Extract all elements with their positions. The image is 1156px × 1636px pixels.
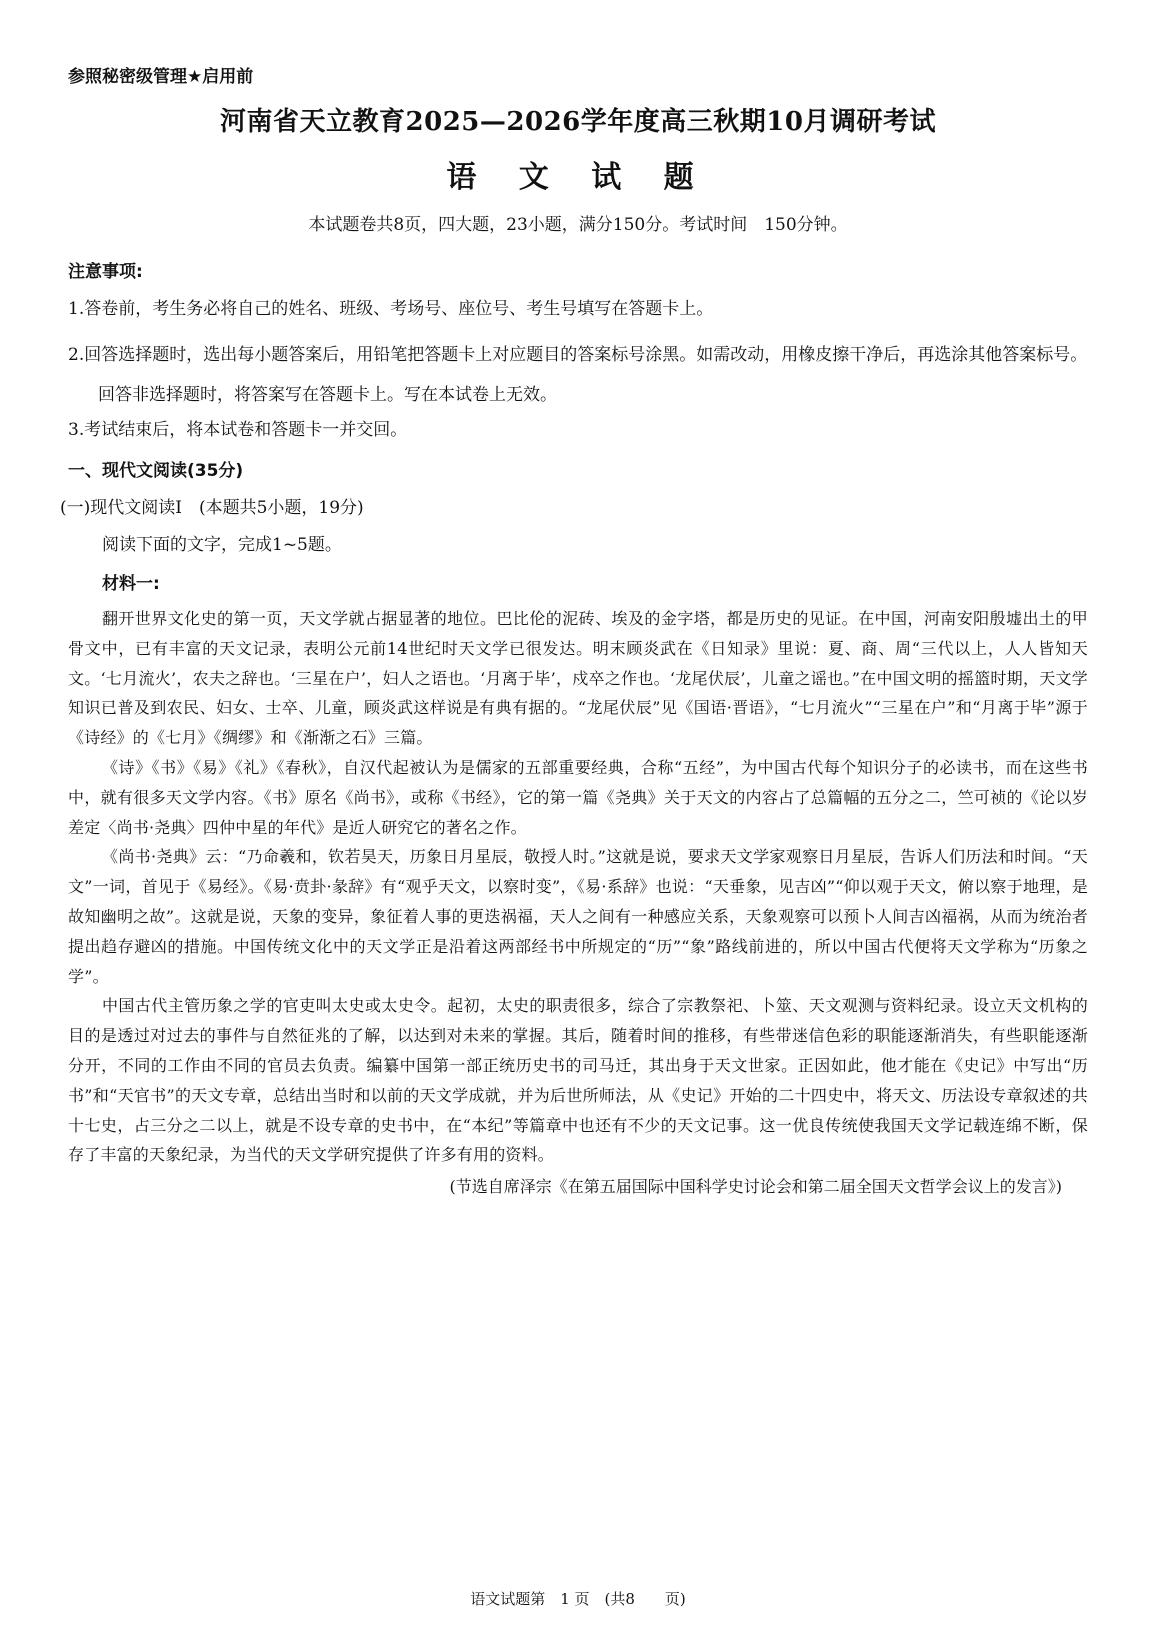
page-footer: 语文试题第 1 页 (共8 页) [470, 1590, 686, 1608]
notice-heading: 注意事项: [68, 262, 143, 282]
exam-info: 本试题卷共8页，四大题，23小题，满分150分。考试时间 150分钟。 [308, 215, 848, 235]
reading-instruction: 阅读下面的文字，完成1~5题。 [102, 535, 342, 555]
confidentiality-label: 参照秘密级管理★启用前 [68, 67, 254, 87]
paragraph-3: 《尚书·尧典》云：“乃命羲和，钦若昊天，历象日月星辰，敬授人时。”这就是说，要求天文学家观察日月星辰，告诉人们历法和时间。“天文”一词，首见于《易经》。《易·贲卦·彖辞》有“观乎天文，以察时变”，《易·系辞》也说：“天垂象，见吉凶”“仰以观于天文，俯以察于地理，是故知幽明之故”。这就是说，天象的变异，象征着人事的更迭祸福，天人之间有一种感应关系，天象观察可以预卜人间吉凶福祸，从而为统治者提出趋存避凶的措施。中国传统文化中的天文学正是沿着这两部经书中所规定的“历”“象”路线前进的，所以中国古代便将天文学称为“历象之学”。 [68, 847, 1088, 986]
notice-item-3: 3.考试结束后，将本试卷和答题卡一并交回。 [68, 420, 408, 440]
section-heading: 一、现代文阅读(35分) [68, 461, 244, 481]
source-citation: (节选自席泽宗《在第五届国际中国科学史讨论会和第二届全国天文哲学会议上的发言》) [449, 1177, 1062, 1197]
subsection-heading: (一)现代文阅读Ⅰ (本题共5小题，19分) [60, 498, 364, 518]
material-title: 材料一: [102, 574, 160, 594]
paragraph-1: 翻开世界文化史的第一页，天文学就占据显著的地位。巴比伦的泥砖、埃及的金字塔，都是历史的见证。在中国，河南安阳殷墟出土的甲骨文中，已有丰富的天文记录，表明公元前14世纪时天文学已很发达。明末顾炎武在《日知录》里说：夏、商、周“三代以上，人人皆知天文。‘七月流火’，农夫之辞也。‘三星在户’，妇人之语也。‘月离于毕’，戍卒之作也。‘龙尾伏辰’，儿童之谣也。”在中国文明的摇篮时期，天文学知识已普及到农民、妇女、士卒、儿童，顾炎武这样说是有典有据的。“龙尾伏辰”见《国语·晋语》，“七月流火”“三星在户”和“月离于毕”源于《诗经》的《七月》《绸缪》和《渐渐之石》三篇。 [68, 609, 1088, 748]
exam-title: 河南省天立教育2025—2026学年度高三秋期10月调研考试 [220, 107, 936, 137]
notice-item-2: 2.回答选择题时，选出每小题答案后，用铅笔把答题卡上对应题目的答案标号涂黑。如需改动，用橡皮擦干净后，再选涂其他答案标号。回答非选择题时，将答案写在答题卡上。写在本试卷上无效。 [68, 345, 1088, 405]
subject-title: 语 文 试 题 [446, 160, 710, 195]
paragraph-2: 《诗》《书》《易》《礼》《春秋》，自汉代起被认为是儒家的五部重要经典，合称“五经”，为中国古代每个知识分子的必读书，而在这些书中，就有很多天文学内容。《书》原名《尚书》，或称《书经》，它的第一篇《尧典》关于天文的内容占了总篇幅的五分之二，竺可祯的《论以岁差定〈尚书·尧典〉四仲中星的年代》是近人研究它的著名之作。 [68, 757, 1088, 837]
paragraph-4: 中国古代主管历象之学的官吏叫太史或太史令。起初，太史的职责很多，综合了宗教祭祀、卜筮、天文观测与资料纪录。设立天文机构的目的是透过对过去的事件与自然征兆的了解，以达到对未来的掌握。其后，随着时间的推移，有些带迷信色彩的职能逐渐消失，有些职能逐渐分开，不同的工作由不同的官员去负责。编纂中国第一部正统历史书的司马迁，其出身于天文世家。正因如此，他才能在《史记》中写出“历书”和“天官书”的天文专章，总结出当时和以前的天文学成就，并为后世所师法，从《史记》开始的二十四史中，将天文、历法设专章叙述的共十七史，占三分之二以上，就是不设专章的史书中，在“本纪”等篇章中也还有不少的天文记事。这一优良传统使我国天文学记载连绵不断，保存了丰富的天象纪录，为当代的天文学研究提供了许多有用的资料。 [68, 996, 1088, 1165]
notice-item-1: 1.答卷前，考生务必将自己的姓名、班级、考场号、座位号、考生号填写在答题卡上。 [68, 299, 714, 319]
